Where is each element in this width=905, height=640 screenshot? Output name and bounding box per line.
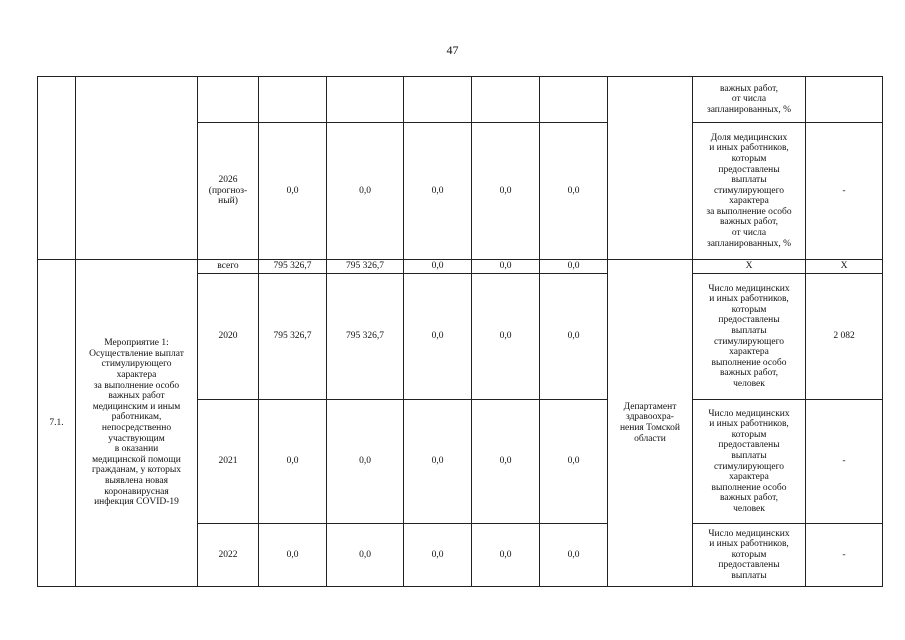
text-line: 2026 [218,175,238,186]
year-cell: 2020 [198,274,259,400]
text-line: важных работ, [720,368,778,379]
value-cell [327,77,404,123]
text-line: которым [731,304,767,315]
value-cell [540,77,608,123]
text-line: нения Томской [619,423,681,433]
text-line: которым [731,429,767,440]
text-line: медицинским и иным [92,401,181,412]
indicator-cell [693,77,806,123]
text-line: важных работ, [720,83,778,94]
row-number-cell [38,77,76,260]
text-line: за выполнение особо [706,206,792,217]
indicator-cell: Х [693,260,806,274]
indicator-cell [693,400,806,524]
text-line: выплаты [731,570,767,581]
text-line: и иных работников, [709,143,789,154]
executor-cell [608,77,693,260]
value-cell: 0,0 [540,524,608,587]
value-cell: 0,0 [540,123,608,260]
indicator-value-cell: 2 082 [806,274,883,400]
value-cell: 0,0 [327,400,404,524]
value-cell: 0,0 [472,400,540,524]
year-cell [198,123,259,260]
text-line: Мероприятие 1: [104,338,169,349]
indicator-value-cell: - [806,524,883,587]
text-line: непосредственно [101,423,172,433]
text-line: и иных работников, [709,294,789,305]
value-cell: 795 326,7 [259,274,327,400]
text-line: запланированных, % [706,104,792,115]
text-line: коронавирусная [104,486,169,497]
text-line: характера [729,347,769,358]
text-line: выполнение особо [711,482,787,493]
text-line: Число медицинских [708,528,790,539]
indicator-cell [693,274,806,400]
value-cell: 795 326,7 [259,260,327,274]
text-line: ный) [218,196,238,207]
text-line: выполнение особо [711,357,787,368]
value-cell: 0,0 [404,274,472,400]
indicator-cell [693,123,806,260]
table-row [38,77,883,123]
text-line: стимулирующего [101,359,172,370]
text-line: характера [116,370,157,381]
indicator-value-cell: - [806,123,883,260]
text-line: Доля медицинских [710,132,788,143]
executor-cell [608,260,693,587]
text-line: которым [731,153,767,164]
indicator-value-cell [806,77,883,123]
value-cell: 0,0 [404,524,472,587]
text-line: стимулирующего [713,461,785,472]
text-line: стимулирующего [713,185,785,196]
year-cell [198,77,259,123]
indicator-cell [693,524,806,587]
text-line: запланированных, % [706,238,792,249]
text-line: предоставлены [718,560,780,571]
text-line: в оказании [114,444,159,455]
text-line: инфекция COVID-19 [94,497,179,508]
text-line: выявлена новая [104,475,168,486]
text-line: участвующим [108,433,165,444]
value-cell: 0,0 [472,274,540,400]
year-cell: 2021 [198,400,259,524]
value-cell: 795 326,7 [327,274,404,400]
page-number: 47 [446,43,459,57]
table-row [38,260,883,274]
value-cell: 0,0 [259,123,327,260]
text-line: предоставлены [718,440,780,451]
value-cell: 0,0 [259,524,327,587]
text-line: гражданам, у которых [91,465,182,476]
text-line: Число медицинских [708,283,790,294]
text-line: предоставлены [718,164,780,175]
text-line: от числа [731,94,767,105]
text-line: важных работ [108,391,165,402]
text-line: предоставлены [718,315,780,326]
text-line: Осуществление выплат [89,348,184,359]
text-line: и иных работников, [709,419,789,430]
year-cell: 2022 [198,524,259,587]
text-line: и иных работников, [709,539,789,550]
value-cell: 0,0 [472,123,540,260]
value-cell: 0,0 [259,400,327,524]
text-line: здравоохра- [626,412,674,423]
text-line: выплаты [731,450,767,461]
indicator-value-cell: - [806,400,883,524]
text-line: выплаты [731,175,767,186]
value-cell: 0,0 [540,260,608,274]
text-line: Число медицинских [708,408,790,419]
value-cell: 0,0 [540,274,608,400]
text-line: характера [729,472,769,483]
text-line: Департамент [623,401,677,412]
value-cell: 0,0 [472,524,540,587]
text-line: области [634,433,666,444]
value-cell [259,77,327,123]
activity-name-cell [76,260,198,587]
text-line: характера [729,196,769,207]
text-line: важных работ, [720,493,778,504]
value-cell: 0,0 [472,260,540,274]
text-line: стимулирующего [713,336,785,347]
text-line: (прогноз- [208,185,248,196]
indicator-value-cell: Х [806,260,883,274]
value-cell: 0,0 [327,524,404,587]
activity-name-cell [76,77,198,260]
value-cell: 0,0 [404,260,472,274]
text-line: важных работ, [720,217,778,228]
text-line: работникам, [111,412,162,423]
value-cell [404,77,472,123]
text-line: которым [731,549,767,560]
value-cell: 0,0 [540,400,608,524]
text-line: человек [733,378,765,389]
value-cell: 0,0 [404,123,472,260]
text-line: от числа [731,228,767,239]
row-number-cell: 7.1. [38,260,76,587]
value-cell: 0,0 [327,123,404,260]
year-cell: всего [198,260,259,274]
value-cell [472,77,540,123]
value-cell: 0,0 [404,400,472,524]
text-line: медицинской помощи [92,454,181,465]
program-table [37,76,883,587]
value-cell: 795 326,7 [327,260,404,274]
text-line: выплаты [731,325,767,336]
text-line: за выполнение особо [93,380,180,391]
text-line: человек [733,503,765,514]
